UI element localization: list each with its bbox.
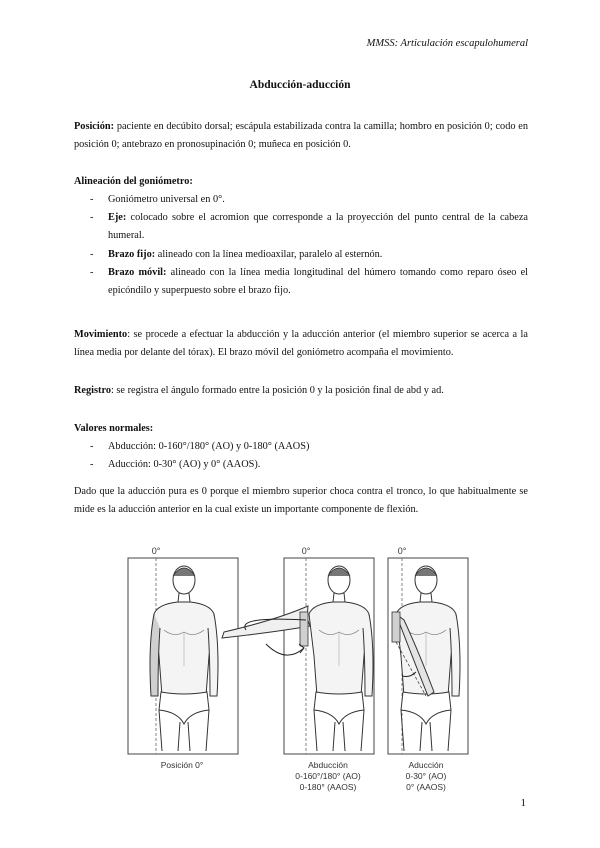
list-item: - Brazo móvil: alineado con la línea media longitudinal del húmero tomando como reparo óseo el epicóndilo y superpuesto sobre el brazo fijo.	[90, 266, 529, 297]
panel-3-caption-line-1: Aducción	[408, 760, 444, 770]
alineacion-heading: Alineación del goniómetro:	[74, 176, 193, 187]
movimiento-text: : se procede a efectuar la abducción y la aducción anterior (el miembro superior se acerca a la línea media por delante del tórax). El brazo móvil del goniómetro acompaña el movimiento.	[74, 329, 528, 359]
panel-abduccion	[222, 546, 374, 792]
panel-1-caption: Posición 0°	[160, 760, 204, 770]
posicion-text: paciente en decúbito dorsal; escápula estabilizada contra la camilla; hombro en posición 0; codo en posición 0; antebrazo en pronosupinación 0; muñeca en posición 0.	[74, 121, 528, 151]
panel-3-angle-label: 0°	[397, 546, 407, 556]
list-item: - Abducción: 0-160°/180° (AO) y 0-180° (AAOS)	[90, 441, 310, 452]
posicion-label: Posición:	[74, 121, 115, 132]
movimiento-paragraph	[74, 326, 528, 362]
panel-posicion-cero	[128, 546, 238, 770]
posicion-paragraph	[74, 118, 528, 154]
registro-text: : se registra el ángulo formado entre la posición 0 y la posición final de abd y ad.	[110, 385, 444, 396]
registro-label: Registro	[74, 385, 111, 396]
valores-heading: Valores normales:	[74, 423, 154, 434]
list-item: - Brazo fijo: alineado con la línea medioaxilar, paralelo al esternón.	[90, 248, 383, 260]
panel-2-caption-line-1: Abducción	[308, 760, 348, 770]
panel-2-caption-line-2: 0-160°/180° (AO)	[295, 771, 361, 781]
registro-paragraph	[74, 382, 528, 400]
movimiento-label: Movimiento	[74, 329, 128, 340]
panel-1-angle-label: 0°	[151, 546, 161, 556]
panel-2-caption-line-3: 0-180° (AAOS)	[299, 782, 357, 792]
panel-aduccion	[388, 546, 468, 792]
list-item: - Eje: colocado sobre el acromion que corresponde a la proyección del punto central de la cabeza humeral.	[90, 212, 528, 242]
running-header: MMSS: Articulación escapulohumeral	[366, 38, 528, 49]
goniometry-figure	[126, 546, 474, 798]
alineacion-list	[74, 191, 528, 300]
page-title: Abducción-aducción	[249, 79, 351, 91]
valores-list	[74, 438, 528, 474]
panel-3-caption-line-2: 0-30° (AO)	[405, 771, 447, 781]
list-item: - Aducción: 0-30° (AO) y 0° (AAOS).	[90, 459, 261, 471]
panel-2-angle-label: 0°	[301, 546, 311, 556]
list-item: - Goniómetro universal en 0°.	[90, 194, 225, 205]
page-number: 1	[520, 797, 526, 809]
panel-3-caption-line-3: 0° (AAOS)	[406, 782, 446, 792]
nota-paragraph: Dado que la aducción pura es 0 porque el miembro superior choca contra el tronco, lo que habitualmente se mide es la aducción anterior en la cual existe un importante componente de flexión.	[74, 486, 528, 516]
